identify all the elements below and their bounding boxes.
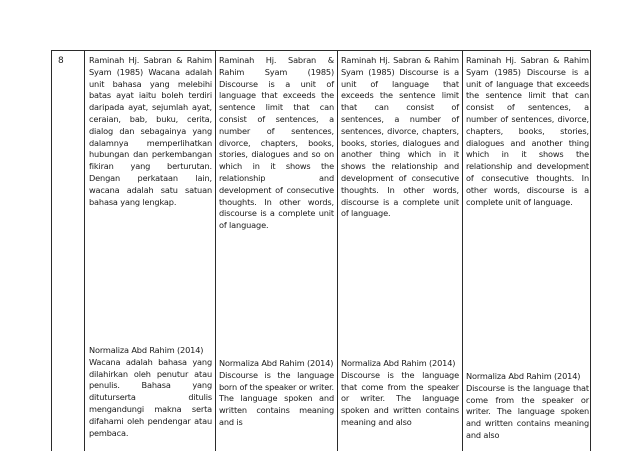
second-definition <box>219 358 334 429</box>
author-citation: Normaliza Abd Rahim (2014) <box>89 345 204 355</box>
definition-text: Raminah Hj. Sabran & Rahim Syam (1985) Discourse is a unit of language that exceeds the sentence limit that can consist of sentences, a number of sentences, divorce, chapters, books, stories, dialogues and another thing which in it shows the relationship and development of consecutive thoughts. In other words, discourse is a complete unit of language. <box>341 55 459 219</box>
translation-cell-2 <box>338 51 463 451</box>
translation-cell-1 <box>216 51 338 451</box>
comparison-table <box>51 50 591 451</box>
translation-cell-3 <box>463 51 592 451</box>
definition-text: Raminah Hj. Sabran & Rahim Syam (1985) Discourse is a unit of language that exceeds the sentence limit that can consist of sentences, a number of sentences, divorce, chapters, books, stories, dialogues and another thing which in it shows the relationship and development of consecutive thoughts. In other words, discourse is a complete unit of language. <box>466 55 589 207</box>
definition-text: Discourse is the language that come from the speaker or writer. The language spoken and written contains meaning and also <box>466 382 589 440</box>
author-citation: Normaliza Abd Rahim (2014) <box>341 358 456 368</box>
number-cell <box>52 51 85 451</box>
definition-text: Discourse is the language born of the speaker or writer. The language spoken and written contains meaning and is <box>219 369 335 427</box>
definition-text: Discourse is the language that come from the speaker or writer. The language spoken and written contains meaning and also <box>341 369 459 427</box>
second-definition <box>341 358 459 429</box>
second-definition <box>89 345 212 439</box>
definition-text: Wacana adalah bahasa yang dilahirkan oleh penutur atau penulis. Bahasa yang dituturserta ditulis mengandungi makna serta difahami oleh pendengar atau pembaca. <box>89 356 212 438</box>
author-citation: Normaliza Abd Rahim (2014) <box>219 358 334 368</box>
second-definition <box>466 371 589 442</box>
definition-text: Raminah Hj. Sabran & Rahim Syam (1985) Wacana adalah unit bahasa yang melebihi batas ayat iaitu boleh terdiri daripada ayat, sejumlah ayat, ceraian, bab, buku, cerita, dialog dan sebagainya yang dalamnya memperlihatkan hubungan dan perkembangan fikiran yang berturutan. Dengan perkataan lain, wacana adalah satu satuan bahasa yang lengkap. <box>89 55 212 207</box>
definition-text: Raminah Hj. Sabran & Rahim Syam (1985) Discourse is a unit of language that exceeds the sentence limit that can consist of sentences, a number of sentences, divorce, chapters, books, stories, dialogues and so on which in it shows the relationship and development of consecutive thoughts. In other words, discourse is a complete unit of language. <box>219 55 334 231</box>
row-number: 8 <box>58 56 64 66</box>
original-malay-cell <box>85 51 216 451</box>
author-citation: Normaliza Abd Rahim (2014) <box>466 371 581 381</box>
